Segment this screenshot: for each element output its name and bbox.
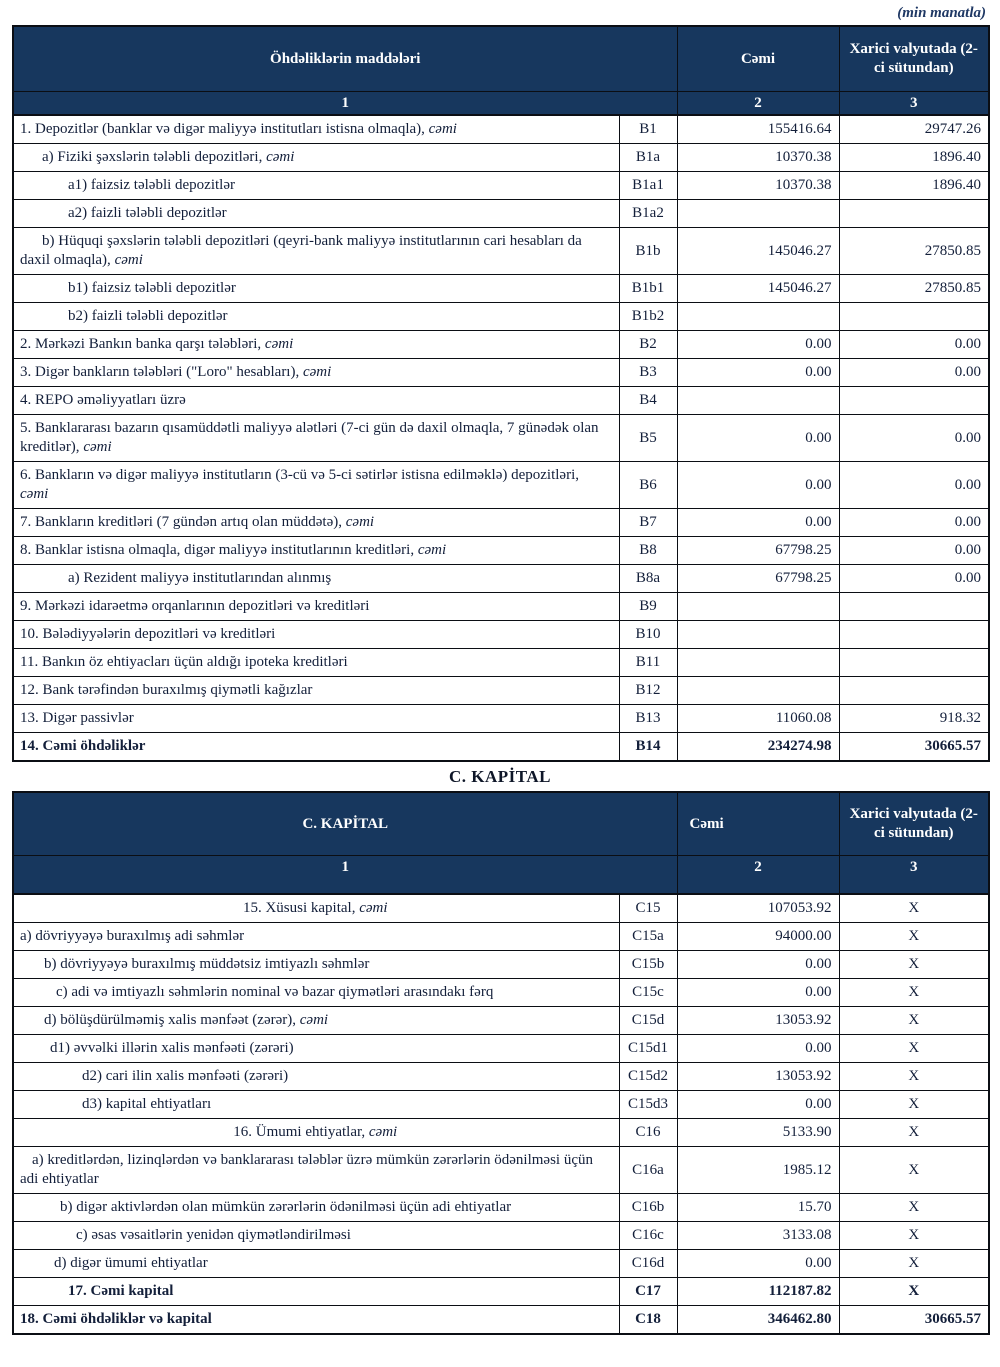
row-fx: 0.00 <box>839 415 989 462</box>
table-row <box>13 275 989 303</box>
row-total: 0.00 <box>677 979 839 1007</box>
row-fx: 0.00 <box>839 537 989 565</box>
row-code: C15b <box>619 951 677 979</box>
row-label-italic-suffix: cəmi <box>302 364 332 380</box>
row-code: B8 <box>619 537 677 565</box>
row-label: a1) faizsiz tələbli depozitlər <box>13 172 619 200</box>
row-code: C15d1 <box>619 1035 677 1063</box>
table-row <box>13 509 989 537</box>
row-fx: X <box>839 1222 989 1250</box>
row-label: 3. Digər bankların tələbləri ("Loro" hesabları), cəmi <box>13 359 619 387</box>
row-total: 0.00 <box>677 415 839 462</box>
row-total: 10370.38 <box>677 172 839 200</box>
row-label: 16. Ümumi ehtiyatlar, cəmi <box>13 1119 619 1147</box>
row-total: 234274.98 <box>677 733 839 762</box>
row-code: C16d <box>619 1250 677 1278</box>
row-total <box>677 649 839 677</box>
row-label-italic-suffix: cəmi <box>266 149 295 165</box>
row-label: 17. Cəmi kapital <box>13 1278 619 1306</box>
capital-table-body <box>13 894 989 1334</box>
row-label: b2) faizli tələbli depozitlər <box>13 303 619 331</box>
row-label: 10. Bələdiyyələrin depozitləri və kreditləri <box>13 621 619 649</box>
table-row <box>13 537 989 565</box>
row-total: 107053.92 <box>677 894 839 923</box>
header-row <box>13 792 989 856</box>
row-fx: X <box>839 1091 989 1119</box>
row-code: B1 <box>619 115 677 144</box>
row-code: C16b <box>619 1194 677 1222</box>
capital-table <box>12 791 990 1335</box>
table-row <box>13 565 989 593</box>
row-label: 9. Mərkəzi idarəetmə orqanlarının depozitləri və kreditləri <box>13 593 619 621</box>
row-label-italic-suffix: cəmi <box>114 252 143 268</box>
row-total: 10370.38 <box>677 144 839 172</box>
row-total: 67798.25 <box>677 537 839 565</box>
colnum-2: 2 <box>677 856 839 895</box>
row-fx: 0.00 <box>839 509 989 537</box>
row-fx: X <box>839 1007 989 1035</box>
row-fx: 0.00 <box>839 359 989 387</box>
table-row <box>13 415 989 462</box>
row-code: B7 <box>619 509 677 537</box>
row-label-italic-suffix: cəmi <box>417 542 447 558</box>
colnum-2: 2 <box>677 92 839 116</box>
header-row <box>13 26 989 92</box>
column-number-row <box>13 92 989 116</box>
row-total: 0.00 <box>677 509 839 537</box>
table-row <box>13 1091 989 1119</box>
row-total: 11060.08 <box>677 705 839 733</box>
row-fx: 27850.85 <box>839 228 989 275</box>
row-fx: 30665.57 <box>839 1306 989 1335</box>
table-row <box>13 228 989 275</box>
row-total: 94000.00 <box>677 923 839 951</box>
row-label: b) dövriyyəyə buraxılmış müddətsiz imtiyazlı səhmlər <box>13 951 619 979</box>
row-total: 15.70 <box>677 1194 839 1222</box>
row-code: B1b <box>619 228 677 275</box>
row-total: 13053.92 <box>677 1007 839 1035</box>
row-code: B8a <box>619 565 677 593</box>
table-row <box>13 923 989 951</box>
row-code: C15 <box>619 894 677 923</box>
col-header-total: Cəmi <box>677 26 839 92</box>
row-code: B2 <box>619 331 677 359</box>
row-code: B1a2 <box>619 200 677 228</box>
row-total: 346462.80 <box>677 1306 839 1335</box>
row-label: b) Hüquqi şəxslərin tələbli depozitləri (qeyri-bank maliyyə institutlarının cari hesabları da daxil olmaqla), cəmi <box>13 228 619 275</box>
row-fx: X <box>839 1035 989 1063</box>
row-total: 0.00 <box>677 359 839 387</box>
row-label: a) Fiziki şəxslərin tələbli depozitləri, cəmi <box>13 144 619 172</box>
row-label-italic-suffix: cəmi <box>20 486 49 502</box>
row-total: 0.00 <box>677 1091 839 1119</box>
row-label: 18. Cəmi öhdəliklər və kapital <box>13 1306 619 1335</box>
table-row <box>13 894 989 923</box>
table-row <box>13 303 989 331</box>
row-fx: 29747.26 <box>839 115 989 144</box>
table-row <box>13 144 989 172</box>
row-label: d1) əvvəlki illərin xalis mənfəəti (zərəri) <box>13 1035 619 1063</box>
table-row <box>13 1119 989 1147</box>
row-label-italic-suffix: cəmi <box>299 1012 329 1028</box>
table-row <box>13 172 989 200</box>
row-label: 13. Digər passivlər <box>13 705 619 733</box>
row-label: 1. Depozitlər (banklar və digər maliyyə institutları istisna olmaqla), cəmi <box>13 115 619 144</box>
row-fx <box>839 303 989 331</box>
row-label: d2) cari ilin xalis mənfəəti (zərəri) <box>13 1063 619 1091</box>
units-note: (min manatla) <box>897 5 986 21</box>
row-total: 0.00 <box>677 951 839 979</box>
row-code: C15d3 <box>619 1091 677 1119</box>
row-label: 4. REPO əməliyyatları üzrə <box>13 387 619 415</box>
table-row <box>13 1306 989 1335</box>
row-fx: 30665.57 <box>839 733 989 762</box>
row-code: B11 <box>619 649 677 677</box>
row-fx: X <box>839 894 989 923</box>
row-total: 0.00 <box>677 331 839 359</box>
row-label-italic-suffix: cəmi <box>359 900 388 916</box>
row-code: B14 <box>619 733 677 762</box>
table-row <box>13 593 989 621</box>
row-fx: X <box>839 1194 989 1222</box>
row-code: B1a1 <box>619 172 677 200</box>
row-label: 6. Bankların və digər maliyyə institutların (3-cü və 5-ci sətirlər istisna edilməklə) depozitləri, cəmi <box>13 462 619 509</box>
row-fx <box>839 200 989 228</box>
row-fx: 0.00 <box>839 462 989 509</box>
row-code: B5 <box>619 415 677 462</box>
row-total <box>677 200 839 228</box>
row-fx <box>839 621 989 649</box>
column-number-row <box>13 856 989 895</box>
table-row <box>13 1250 989 1278</box>
row-total <box>677 387 839 415</box>
table-row <box>13 462 989 509</box>
row-code: B3 <box>619 359 677 387</box>
row-label: 15. Xüsusi kapital, cəmi <box>13 894 619 923</box>
row-code: C15d <box>619 1007 677 1035</box>
table-row <box>13 951 989 979</box>
table-row <box>13 649 989 677</box>
row-fx: X <box>839 1063 989 1091</box>
table-row <box>13 331 989 359</box>
row-fx <box>839 677 989 705</box>
row-label: 8. Banklar istisna olmaqla, digər maliyyə institutlarının kreditləri, cəmi <box>13 537 619 565</box>
row-fx: 1896.40 <box>839 144 989 172</box>
capital-table-header <box>13 792 989 894</box>
row-label: a) Rezident maliyyə institutlarından alınmış <box>13 565 619 593</box>
row-fx: X <box>839 1147 989 1194</box>
row-label: 11. Bankın öz ehtiyacları üçün aldığı ipoteka kreditləri <box>13 649 619 677</box>
section-title-kapital: C. KAPİTAL <box>449 767 551 786</box>
row-total <box>677 621 839 649</box>
row-fx: X <box>839 1278 989 1306</box>
table-row <box>13 979 989 1007</box>
row-fx: 0.00 <box>839 565 989 593</box>
row-label-italic-suffix: cəmi <box>428 121 457 137</box>
row-fx <box>839 649 989 677</box>
row-code: B12 <box>619 677 677 705</box>
row-label: d3) kapital ehtiyatları <box>13 1091 619 1119</box>
liabilities-table <box>12 25 990 762</box>
row-total: 155416.64 <box>677 115 839 144</box>
row-label: b) digər aktivlərdən olan mümkün zərərlərin ödənilməsi üçün adi ehtiyatlar <box>13 1194 619 1222</box>
row-code: B9 <box>619 593 677 621</box>
row-code: B1b2 <box>619 303 677 331</box>
row-label: 7. Bankların kreditləri (7 gündən artıq olan müddətə), cəmi <box>13 509 619 537</box>
row-fx: 918.32 <box>839 705 989 733</box>
row-label: d) digər ümumi ehtiyatlar <box>13 1250 619 1278</box>
table-row <box>13 359 989 387</box>
row-label: b1) faizsiz tələbli depozitlər <box>13 275 619 303</box>
row-total: 0.00 <box>677 1035 839 1063</box>
row-total: 3133.08 <box>677 1222 839 1250</box>
row-fx: X <box>839 979 989 1007</box>
row-code: C16c <box>619 1222 677 1250</box>
row-label-italic-suffix: cəmi <box>264 336 294 352</box>
liabilities-table-body <box>13 115 989 761</box>
table-row <box>13 621 989 649</box>
row-total: 145046.27 <box>677 228 839 275</box>
row-code: C15c <box>619 979 677 1007</box>
table-row <box>13 1035 989 1063</box>
row-code: C15a <box>619 923 677 951</box>
row-code: B1b1 <box>619 275 677 303</box>
col-header-total: Cəmi <box>677 792 839 856</box>
row-label-italic-suffix: cəmi <box>368 1124 398 1140</box>
row-fx: X <box>839 951 989 979</box>
table-row <box>13 677 989 705</box>
row-label: d) bölüşdürülməmiş xalis mənfəət (zərər), cəmi <box>13 1007 619 1035</box>
row-fx: X <box>839 923 989 951</box>
row-label: 14. Cəmi öhdəliklər <box>13 733 619 762</box>
row-total: 0.00 <box>677 462 839 509</box>
row-code: C18 <box>619 1306 677 1335</box>
row-label: a) kreditlərdən, lizinqlərdən və banklararası tələblər üzrə mümkün zərərlərin ödənilməsi üçün adi ehtiyatlar <box>13 1147 619 1194</box>
row-code: B6 <box>619 462 677 509</box>
row-total: 67798.25 <box>677 565 839 593</box>
table-row <box>13 1147 989 1194</box>
liabilities-table-header <box>13 26 989 115</box>
row-label: a) dövriyyəyə buraxılmış adi səhmlər <box>13 923 619 951</box>
table-row <box>13 1063 989 1091</box>
row-code: C15d2 <box>619 1063 677 1091</box>
table-row <box>13 200 989 228</box>
row-total <box>677 303 839 331</box>
row-fx: X <box>839 1119 989 1147</box>
row-label: a2) faizli tələbli depozitlər <box>13 200 619 228</box>
row-fx <box>839 387 989 415</box>
row-total: 145046.27 <box>677 275 839 303</box>
col-header-items: Öhdəliklərin maddələri <box>13 26 677 92</box>
row-total: 13053.92 <box>677 1063 839 1091</box>
row-total: 1985.12 <box>677 1147 839 1194</box>
col-header-fx: Xarici valyutada (2-ci sütundan) <box>839 26 989 92</box>
row-code: C16 <box>619 1119 677 1147</box>
row-code: C17 <box>619 1278 677 1306</box>
table-row <box>13 387 989 415</box>
row-total: 5133.90 <box>677 1119 839 1147</box>
row-fx: 1896.40 <box>839 172 989 200</box>
row-total: 0.00 <box>677 1250 839 1278</box>
row-label: c) adi və imtiyazlı səhmlərin nominal və bazar qiymətləri arasındakı fərq <box>13 979 619 1007</box>
row-fx <box>839 593 989 621</box>
table-row <box>13 1007 989 1035</box>
row-label: c) əsas vəsaitlərin yenidən qiymətləndirilməsi <box>13 1222 619 1250</box>
row-code: B10 <box>619 621 677 649</box>
colnum-3: 3 <box>839 856 989 895</box>
row-label-italic-suffix: cəmi <box>83 439 112 455</box>
row-label: 12. Bank tərəfindən buraxılmış qiymətli kağızlar <box>13 677 619 705</box>
row-code: B4 <box>619 387 677 415</box>
row-label-italic-suffix: cəmi <box>345 514 375 530</box>
col-header-fx: Xarici valyutada (2-ci sütundan) <box>839 792 989 856</box>
row-total <box>677 593 839 621</box>
table-row <box>13 733 989 762</box>
row-fx: 0.00 <box>839 331 989 359</box>
table-row <box>13 1278 989 1306</box>
row-code: C16a <box>619 1147 677 1194</box>
col-header-items: C. KAPİTAL <box>13 792 677 856</box>
row-total: 112187.82 <box>677 1278 839 1306</box>
row-fx: 27850.85 <box>839 275 989 303</box>
row-fx: X <box>839 1250 989 1278</box>
row-total <box>677 677 839 705</box>
colnum-1: 1 <box>13 856 677 895</box>
table-row <box>13 1222 989 1250</box>
table-row <box>13 115 989 144</box>
colnum-1: 1 <box>13 92 677 116</box>
row-label: 5. Banklararası bazarın qısamüddətli maliyyə alətləri (7-ci gün də daxil olmaqla, 7 günədək olan kreditlər), cəmi <box>13 415 619 462</box>
row-label: 2. Mərkəzi Bankın banka qarşı tələbləri, cəmi <box>13 331 619 359</box>
row-code: B13 <box>619 705 677 733</box>
table-row <box>13 1194 989 1222</box>
table-row <box>13 705 989 733</box>
colnum-3: 3 <box>839 92 989 116</box>
row-code: B1a <box>619 144 677 172</box>
